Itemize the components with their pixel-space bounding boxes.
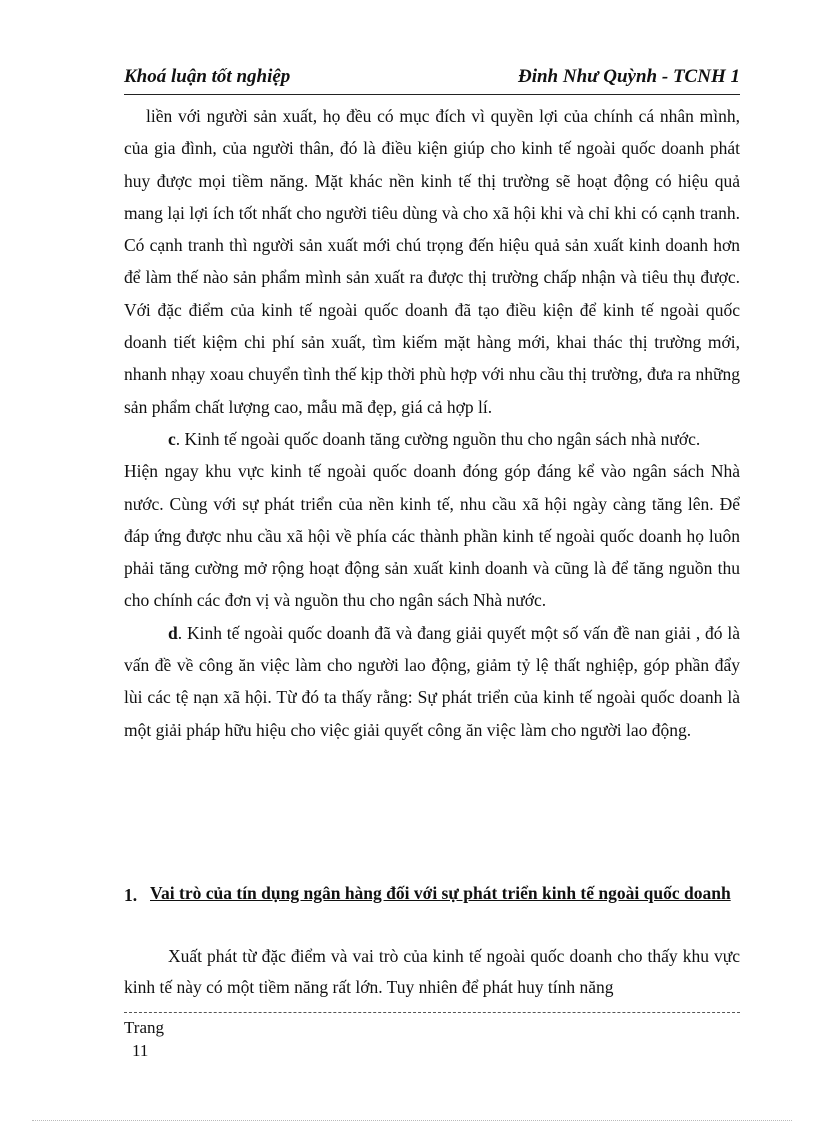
section-body (124, 941, 740, 1003)
paragraph-c (124, 423, 740, 455)
footer-page-label: Trang (124, 1018, 164, 1037)
header-thesis-title: Khoá luận tốt nghiệp (124, 66, 291, 87)
section-number: 1. (124, 885, 138, 905)
footer-page-number: 11 (132, 1041, 149, 1060)
item-label-d: d (168, 622, 178, 643)
paragraph-section-intro: Xuất phát từ đặc điểm và vai trò của kinh tế ngoài quốc doanh cho thấy khu vực kinh tế này có một tiềm năng rất lớn. Tuy nhiên để phát huy tính năng (124, 946, 740, 997)
header-divider (124, 94, 740, 95)
header-author: Đinh Như Quỳnh - TCNH 1 (517, 66, 740, 87)
item-text-c: . Kinh tế ngoài quốc doanh tăng cường nguồn thu cho ngân sách nhà nước. (175, 428, 701, 449)
paragraph-continuation: liền với người sản xuất, họ đều có mục đích vì quyền lợi của chính cá nhân mình, của gia đình, của người thân, đó là điều kiện giúp cho kinh tế ngoài quốc doanh phát huy được mọi tiềm năng. Mặt khác nền kinh tế thị trường sẽ hoạt động có hiệu quả mang lại lợi ích tốt nhất cho người tiêu dùng và cho xã hội khi và chỉ khi có cạnh tranh. Có cạnh tranh thì người sản xuất mới chú trọng đến hiệu quả sản xuất kinh doanh hơn để làm thế nào sản phẩm mình sản xuất ra được thị trường chấp nhận và tiêu thụ được. Với đặc điểm của kinh tế ngoài quốc doanh đã tạo điều kiện để kinh tế ngoài quốc doanh tiết kiệm chi phí sản xuất, tìm kiếm mặt hàng mới, khai thác thị trường mới, nhanh nhạy xoau chuyển tình thế kịp thời phù hợp với nhu cầu thị trường, đưa ra những sản phẩm chất lượng cao, mẫu mã đẹp, giá cả hợp lí. (124, 106, 740, 417)
body-text (124, 100, 740, 746)
paragraph-d (124, 617, 740, 746)
item-text-d: . Kinh tế ngoài quốc doanh đã và đang giải quyết một số vấn đề nan giải , đó là vấn đề về công ăn việc làm cho người lao động, giảm tỷ lệ thất nghiệp, góp phần đẩy lùi các tệ nạn xã hội. Từ đó ta thấy rằng: Sự phát triển của kinh tế ngoài quốc doanh là một giải pháp hữu hiệu cho việc giải quyết công ăn việc làm cho người lao động. (124, 622, 740, 740)
item-label-c: c (168, 428, 176, 449)
page-edge-dots (32, 1120, 792, 1121)
page-footer (124, 1016, 164, 1062)
paragraph-budget: Hiện ngay khu vực kinh tế ngoài quốc doanh đóng góp đáng kể vào ngân sách Nhà nước. Cùng với sự phát triển của nền kinh tế, nhu cầu xã hội ngày càng tăng lên. Để đáp ứng được nhu cầu xã hội về phía các thành phần kinh tế ngoài quốc doanh họ luôn phải tăng cường mở rộng hoạt động sản xuất kinh doanh và cũng là để tăng nguồn thu cho chính các đơn vị và nguồn thu cho ngân sách Nhà nước. (124, 461, 740, 611)
page-header (124, 66, 740, 94)
section-title: Vai trò của tín dụng ngân hàng đối với sự phát triển kinh tế ngoài quốc doanh (150, 883, 731, 903)
footer-divider (124, 1012, 740, 1013)
